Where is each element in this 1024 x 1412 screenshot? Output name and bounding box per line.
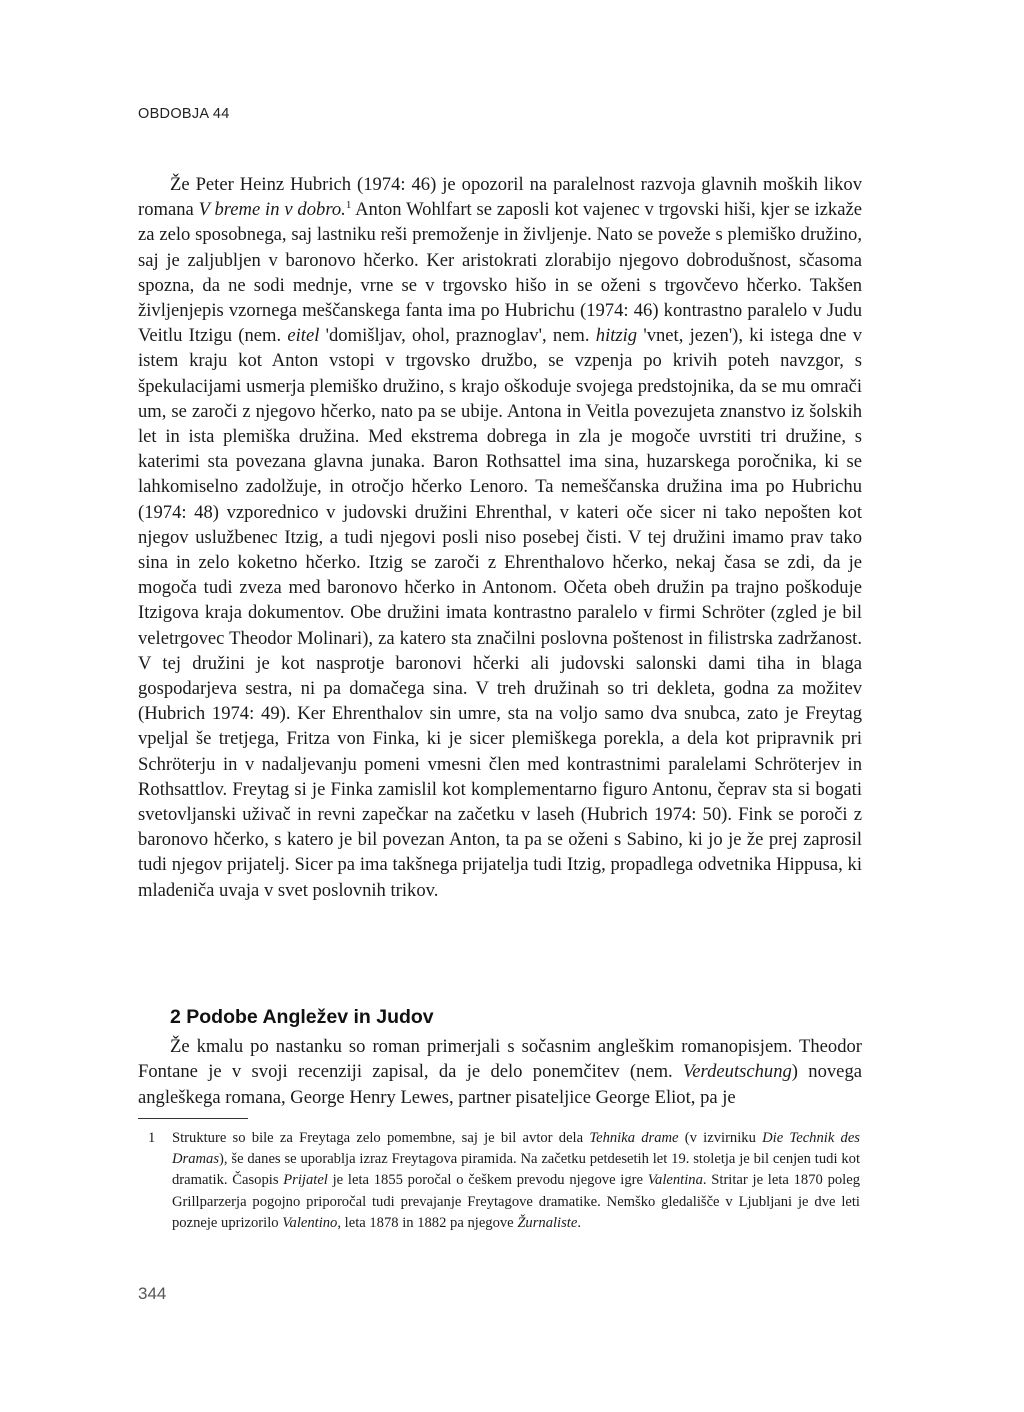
work-title: Prijatel [283, 1172, 328, 1189]
footnote-text-segment: je leta 1855 poročal o češkem prevodu njegove igre [327, 1172, 648, 1189]
work-title: Tehnika drame [589, 1130, 679, 1146]
footnote [148, 1128, 860, 1234]
section-body-text [138, 1034, 862, 1110]
footnote-text-segment: , leta 1878 in 1882 pa njegove [337, 1214, 518, 1231]
running-head: OBDOBJA 44 [138, 106, 230, 122]
novel-title: V breme in v dobro. [198, 199, 346, 221]
page-number: 344 [138, 1284, 167, 1303]
main-body-text [138, 172, 862, 903]
work-title: Valentina [647, 1172, 703, 1189]
german-term: Verdeutschung [683, 1061, 792, 1083]
paragraph-text: ) novega angleškega romana, George Henry Lewes, partner pisateljice George Eliot, pa je [138, 1061, 862, 1108]
paragraph-text: Že Peter Heinz Hubrich (1974: 46) je opozoril na paralelnost razvoja glavnih moških likov romana [138, 174, 862, 221]
footnote-text-segment: . Stritar je leta 1870 poleg Grillparzerja pogojno priporočal tudi prevajanje Freytagove dramatike. Nemško gledališče v Ljubljani je dve leti pozneje uprizorilo [172, 1172, 860, 1231]
footnote-reference[interactable]: 1 [345, 199, 352, 212]
footnote-text-segment: (v izvirniku [678, 1130, 763, 1146]
paragraph-text: Že kmalu po nastanku so roman primerjali s sočasnim angleškim romanopisjem. Theodor Fontane je v svoji recenziji zapisal, da je delo ponemčitev (nem. [138, 1036, 862, 1083]
section-heading: 2 Podobe Angležev in Judov [170, 1006, 434, 1028]
paragraph-text: Anton Wohlfart se zaposli kot vajenec v trgovski hiši, kjer se izkaže za zelo sposobnega, saj lastniku reši premoženje in življenje. Nato se poveže s plemiško družino, saj je zaljubljen v baronovo hčerko. Ker aristokrati zlorabijo njegovo dobrodušnost, sčasoma spozna, da ne sodi mednje, vrne se v trgovsko hišo in se oženi s trgovčevo hčerko. Takšen življenjepis vzornega meščanskega fanta ima po Hubrichu (1974: 46) kontrastno paralelo v Judu Veitlu Itzigu (nem. [138, 199, 862, 347]
footnote-text-segment: . [577, 1214, 581, 1231]
work-title: Valentino [282, 1214, 338, 1231]
footnote-number: 1 [148, 1130, 156, 1146]
footnote-text-segment: ), še danes se uporablja izraz Freytagova piramida. Na začetku petdesetih let 19. stoletja je bil cenjen tudi kot dramatik. Časopis [172, 1151, 860, 1189]
german-term: eitel [287, 325, 320, 347]
paragraph-text: 'domišljav, ohol, praznoglav', nem. [319, 325, 596, 347]
work-title: Die Technik des Dramas [172, 1130, 860, 1168]
paragraph [138, 172, 862, 903]
paragraph-text: 'vnet, jezen'), ki istega dne v istem kraju kot Anton vstopi v trgovsko družbo, se vzpenja po krivih poteh navzgor, s špekulacijami usmerja plemiško družino, s krajo oškoduje svojega predstojnika, da se mu omrači um, se zaroči z njegovo hčerko, nato pa se ubije. Antona in Veitla povezujeta znanstvo iz šolskih let in ista plemiška družina. Med ekstrema dobrega in zla je mogoče uvrstiti tri družine, s katerimi sta povezana glavna junaka. Baron Rothsattel ima sina, huzarskega poročnika, ki se lahkomiselno zadolžuje, in otročjo hčerko Lenoro. Ta nemeščanska družina ima po Hubrichu (1974: 48) vzporednico v judovski družini Ehrenthal, v kateri oče sicer ni tako nepošten kot njegov uslužbenec Itzig, a tudi njegovi posli niso posebej čisti. V tej družini imamo prav tako sina in zelo koketno hčerko. Itzig se zaroči z Ehrenthalovo hčerko, nekaj časa se zdi, da je mogoča tudi zveza med baronovo hčerko in Antonom. Očeta obeh družin pa trajno poškoduje Itzigova kraja dokumentov. Obe družini imata kontrastno paralelo v firmi Schröter (zgled je bil veletrgovec Theodor Molinari), za katero sta značilni poslovna poštenost in filistrska zadržanost. V tej družini je kot nasprotje baronovi hčerki ali judovski salonski dami tiha in blaga gospodarjeva sestra, ni pa domačega sina. V treh družinah so tri dekleta, godna za možitev (Hubrich 1974: 49). Ker Ehrenthalov sin umre, sta na voljo samo dva snubca, zato je Freytag vpeljal še tretjega, Fritza von Finka, ki je sicer plemiškega porekla, a dela kot pripravnik pri Schröterju in v nadaljevanju pomeni vmesni člen med kontrastnimi paralelami Schröterjev in Rothsattlov. Freytag si je Finka zamislil kot komplementarno figuro Antonu, čeprav sta si bogati svetovljanski uživač in revni zapečkar na začetku v laseh (Hubrich 1974: 50). Fink se poroči z baronovo hčerko, s katero je bil povezan Anton, ta pa se oženi s Sabino, ki jo je že prej zaprosil tudi njegov prijatelj. Sicer pa ima takšnega prijatelja tudi Itzig, propadlega odvetnika Hippusa, ki mladeniča uvaja v svet poslovnih trikov. [138, 325, 862, 901]
german-term: hitzig [595, 325, 638, 347]
paragraph [138, 1034, 862, 1110]
footnote-text [172, 1128, 860, 1234]
work-title: Žurnaliste [517, 1214, 578, 1231]
footnote-divider [138, 1118, 248, 1119]
footnote-text-segment: Strukture so bile za Freytaga zelo pomembne, saj je bil avtor dela [172, 1130, 590, 1146]
